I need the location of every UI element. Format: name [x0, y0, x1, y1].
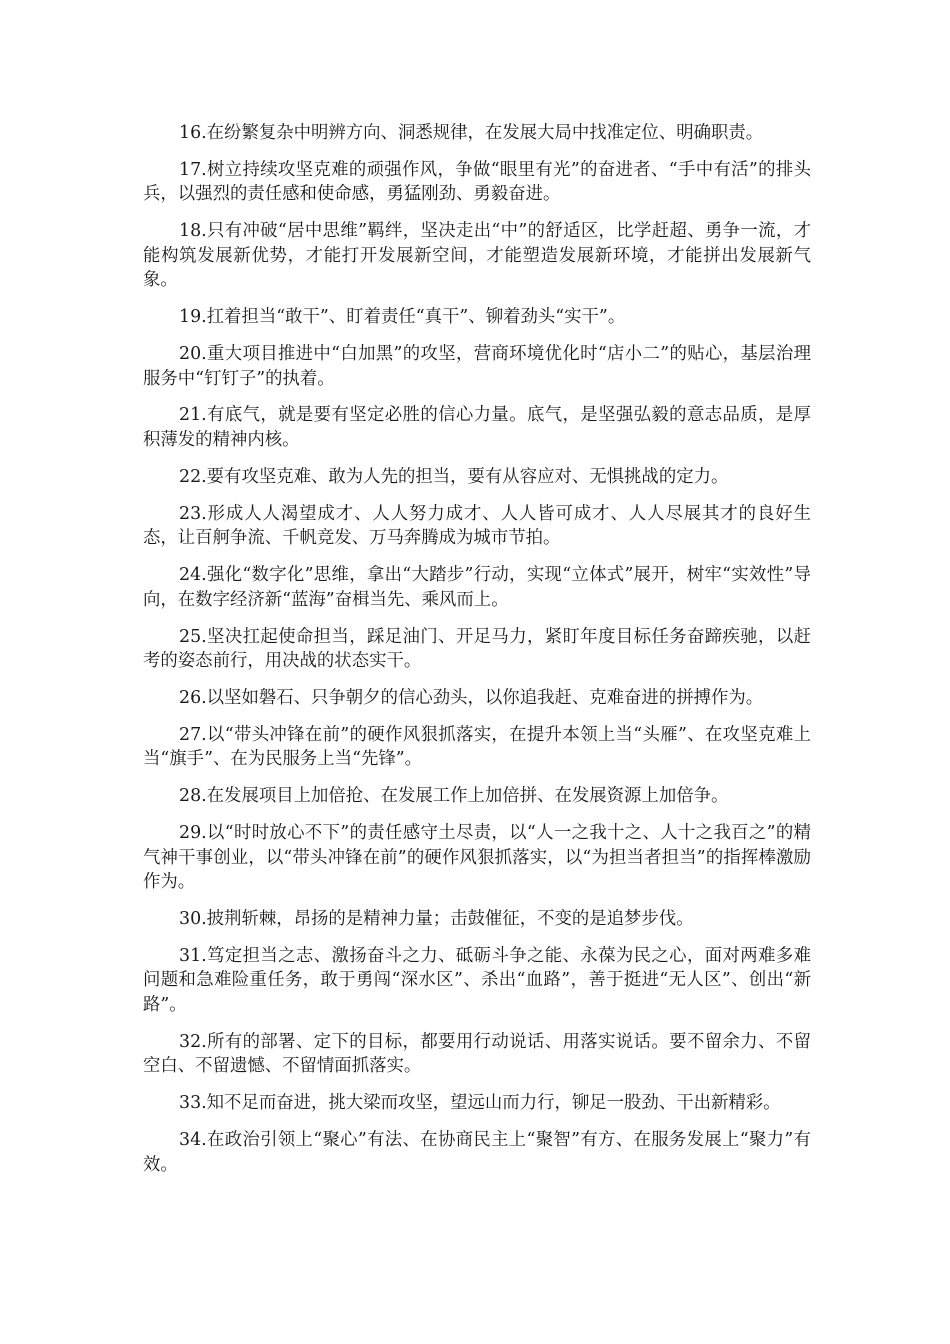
paragraph-29: 29.以“时时放心不下”的责任感守土尽责，以“人一之我十之、人十之我百之”的精气神干事创业，以“带头冲锋在前”的硬作风狠抓落实，以“为担当者担当”的指挥棒激励作为。: [143, 823, 811, 893]
paragraph-25: 25.坚决扛起使命担当，踩足油门、开足马力，紧盯年度目标任务奋蹄疾驰，以赶考的姿态前行，用决战的状态实干。: [143, 626, 811, 672]
paragraph-27: 27.以“带头冲锋在前”的硬作风狠抓落实，在提升本领上当“头雁”、在攻坚克难上当“旗手”、在为民服务上当“先锋”。: [143, 724, 811, 770]
paragraph-23: 23.形成人人渴望成才、人人努力成才、人人皆可成才、人人尽展其才的良好生态，让百舸争流、千帆竞发、万马奔腾成为城市节拍。: [143, 503, 811, 549]
paragraph-17: 17.树立持续攻坚克难的顽强作风，争做“眼里有光”的奋进者、“手中有活”的排头兵，以强烈的责任感和使命感，勇猛刚劲、勇毅奋进。: [143, 159, 811, 205]
paragraph-20: 20.重大项目推进中“白加黑”的攻坚，营商环境优化时“店小二”的贴心，基层治理服务中“钉钉子”的执着。: [143, 344, 811, 389]
paragraph-19: 19.扛着担当“敢干”、盯着责任“真干”、铆着劲头“实干”。: [179, 307, 626, 328]
paragraph-34: 34.在政治引领上“聚心”有法、在协商民主上“聚智”有方、在服务发展上“聚力”有效。: [143, 1130, 811, 1175]
document-page: [143, 121, 811, 1189]
paragraph-16: 16.在纷繁复杂中明辨方向、洞悉规律，在发展大局中找准定位、明确职责。: [179, 123, 764, 143]
paragraph-32: 32.所有的部署、定下的目标，都要用行动说话、用落实说话。要不留余力、不留空白、不留遗憾、不留情面抓落实。: [143, 1031, 811, 1077]
paragraph-26: 26.以坚如磐石、只争朝夕的信心劲头，以你追我赶、克难奋进的拼搏作为。: [179, 687, 764, 708]
paragraph-24: 24.强化“数字化”思维，拿出“大踏步”行动，实现“立体式”展开，树牢“实效性”导向，在数字经济新“蓝海”奋楫当先、乘风而上。: [143, 565, 811, 610]
paragraph-22: 22.要有攻坚克难、敢为人先的担当，要有从容应对、无惧挑战的定力。: [179, 466, 729, 487]
paragraph-31: 31.笃定担当之志、激扬奋斗之力、砥砺斗争之能、永葆为民之心，面对两难多难问题和急难险重任务，敢于勇闯“深水区”、杀出“血路”，善于挺进“无人区”、创出“新路”。: [143, 945, 811, 1015]
paragraph-30: 30.披荆斩棘，昂扬的是精神力量；击鼓催征，不变的是追梦步伐。: [179, 908, 694, 929]
paragraph-28: 28.在发展项目上加倍抢、在发展工作上加倍拼、在发展资源上加倍争。: [179, 786, 729, 807]
paragraph-18: 18.只有冲破“居中思维”羁绊，坚决走出“中”的舒适区，比学赶超、勇争一流，才能构筑发展新优势，才能打开发展新空间，才能塑造发展新环境，才能拼出发展新气象。: [143, 221, 811, 291]
paragraph-21: 21.有底气，就是要有坚定必胜的信心力量。底气，是坚强弘毅的意志品质，是厚积薄发的精神内核。: [143, 405, 811, 450]
paragraph-33: 33.知不足而奋进，挑大梁而攻坚，望远山而力行，铆足一股劲、干出新精彩。: [179, 1093, 781, 1114]
